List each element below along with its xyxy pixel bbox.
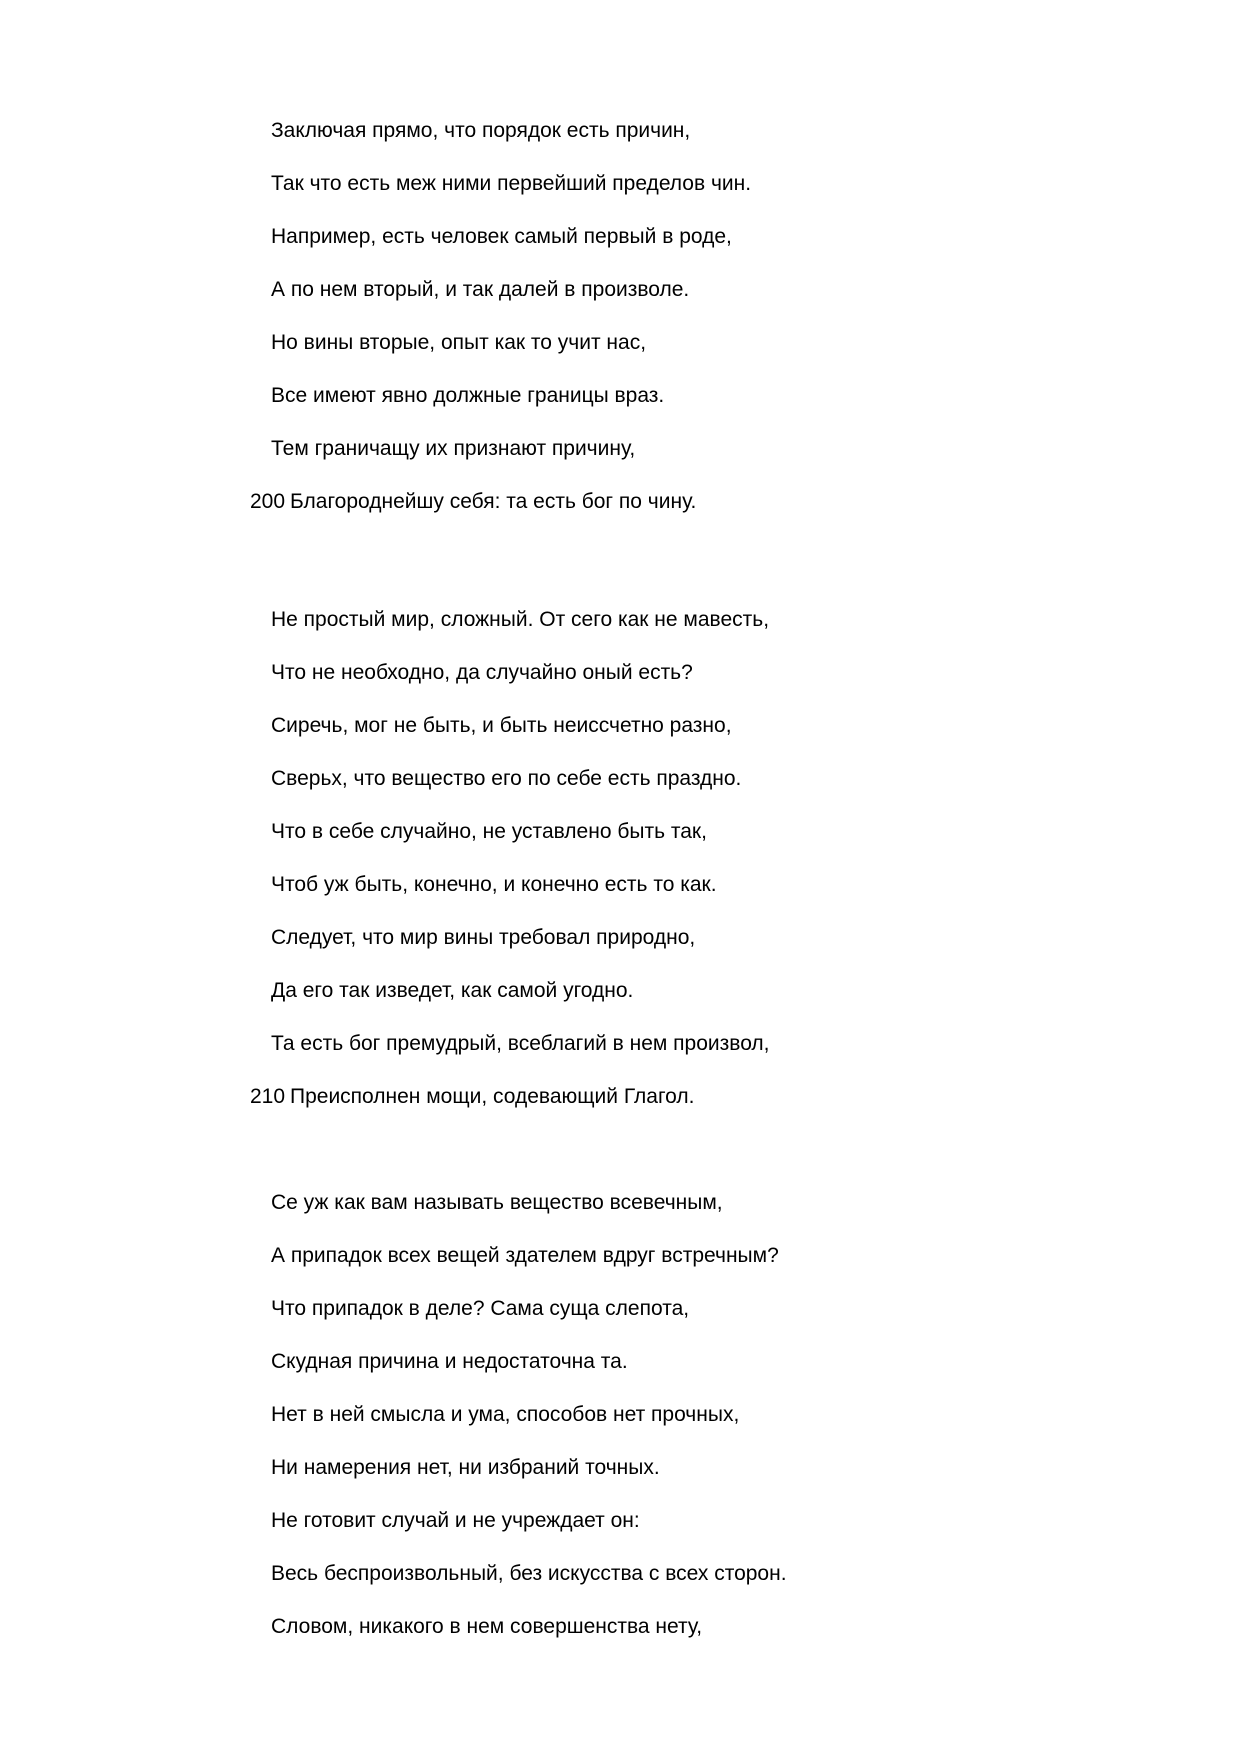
verse-text: Например, есть человек самый первый в роде, [271, 225, 732, 248]
verse-line [0, 436, 1241, 489]
verse-text: Не простый мир, сложный. От сего как не мавесть, [271, 608, 770, 631]
verse-text: Благороднейшу себя: та есть бог по чину. [290, 490, 697, 513]
verse-text: Все имеют явно должные границы враз. [271, 384, 665, 407]
stanza-2 [0, 607, 1241, 1137]
stanza-1 [0, 118, 1241, 542]
verse-text: А припадок всех вещей здателем вдруг встречным? [271, 1244, 779, 1267]
verse-line [0, 1508, 1241, 1561]
verse-line [0, 330, 1241, 383]
verse-line [0, 118, 1241, 171]
verse-text: Се уж как вам называть вещество всевечным, [271, 1191, 723, 1214]
verse-text: А по нем вторый, и так далей в произволе. [271, 278, 690, 301]
verse-text: Весь беспроизвольный, без искусства с всех сторон. [271, 1562, 787, 1585]
verse-text: Словом, никакого в нем совершенства нету, [271, 1615, 703, 1638]
verse-text: Так что есть меж ними первейший пределов чин. [271, 172, 752, 195]
verse-line [0, 489, 1241, 542]
verse-line [0, 1190, 1241, 1243]
verse-text: Что не необходно, да случайно оный есть? [271, 661, 693, 684]
verse-text: Но вины вторые, опыт как то учит нас, [271, 331, 647, 354]
verse-text: Сиречь, мог не быть, и быть неиссчетно разно, [271, 714, 732, 737]
verse-text: Сверьх, что вещество его по себе есть праздно. [271, 767, 742, 790]
verse-text: Не готовит случай и не учреждает он: [271, 1509, 640, 1532]
verse-line [0, 872, 1241, 925]
verse-text: Нет в ней смысла и ума, способов нет прочных, [271, 1403, 740, 1426]
stanza-3 [0, 1190, 1241, 1667]
verse-line [0, 978, 1241, 1031]
verse-line [0, 277, 1241, 330]
verse-text: Что припадок в деле? Сама суща слепота, [271, 1297, 690, 1320]
verse-text: Чтоб уж быть, конечно, и конечно есть то как. [271, 873, 717, 896]
verse-text: Следует, что мир вины требовал природно, [271, 926, 696, 949]
verse-line [0, 925, 1241, 978]
verse-line [0, 1455, 1241, 1508]
verse-line [0, 1614, 1241, 1667]
verse-line [0, 1031, 1241, 1084]
verse-line [0, 1296, 1241, 1349]
verse-line [0, 1349, 1241, 1402]
verse-text: Та есть бог премудрый, всеблагий в нем произвол, [271, 1032, 770, 1055]
verse-text: Да его так изведет, как самой угодно. [271, 979, 634, 1002]
verse-line [0, 1402, 1241, 1455]
verse-line [0, 1084, 1241, 1137]
verse-line [0, 713, 1241, 766]
verse-text: Скудная причина и недостаточна та. [271, 1350, 628, 1373]
verse-line [0, 607, 1241, 660]
verse-line [0, 1561, 1241, 1614]
verse-text: Что в себе случайно, не уставлено быть так, [271, 820, 707, 843]
verse-text: Тем граничащу их признают причину, [271, 437, 636, 460]
verse-line [0, 766, 1241, 819]
verse-text: Заключая прямо, что порядок есть причин, [271, 119, 691, 142]
verse-line [0, 224, 1241, 277]
verse-line [0, 383, 1241, 436]
verse-line [0, 819, 1241, 872]
verse-text: Ни намерения нет, ни избраний точных. [271, 1456, 660, 1479]
verse-text: Преисполнен мощи, содевающий Глагол. [290, 1085, 695, 1108]
line-number: 200 [250, 490, 286, 513]
verse-line [0, 1243, 1241, 1296]
verse-line [0, 660, 1241, 713]
verse-line [0, 171, 1241, 224]
line-number: 210 [250, 1085, 286, 1108]
